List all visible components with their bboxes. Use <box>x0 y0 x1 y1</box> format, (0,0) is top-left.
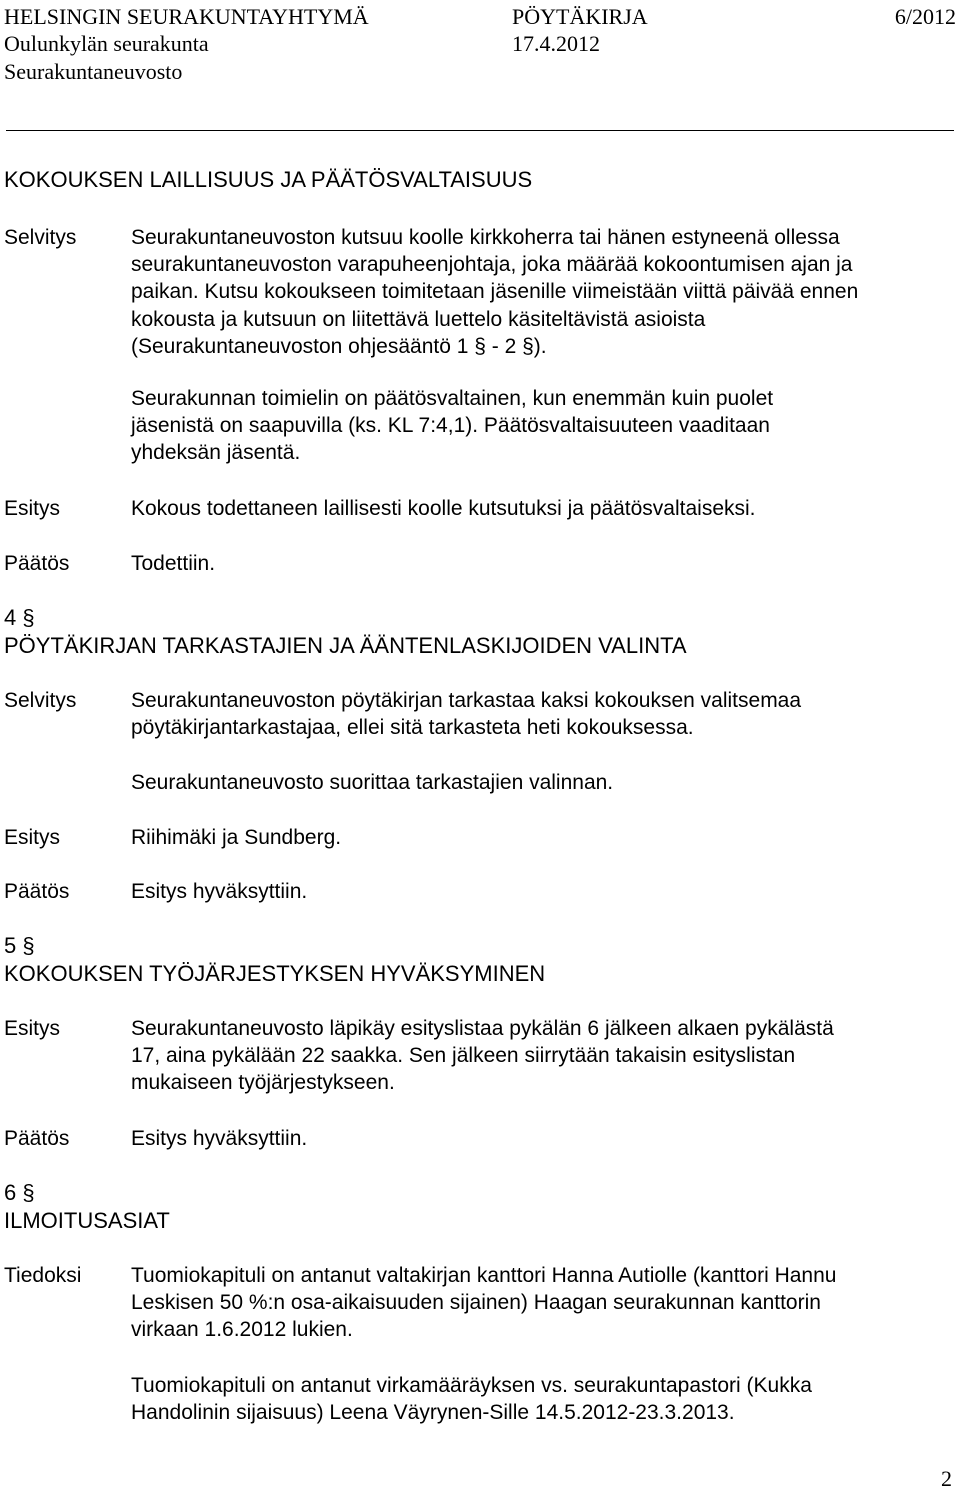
section-3-esitys-text: Kokous todettaneen laillisesti koolle kutsutuksi ja päätösvaltaiseksi. <box>131 497 756 520</box>
header-doc-number: 6/2012 <box>894 4 956 29</box>
section-4-esitys-label: Esitys <box>4 826 61 849</box>
section-4-selvitys-paragraph-1 <box>131 687 951 741</box>
text-line: virkaan 1.6.2012 lukien. <box>131 1318 353 1342</box>
text-line: Handolinin sijaisuus) Leena Väyrynen-Sille 14.5.2012-23.3.2013. <box>131 1401 735 1425</box>
section-5-paatos-text: Esitys hyväksyttiin. <box>131 1127 308 1150</box>
header-date: 17.4.2012 <box>512 31 600 56</box>
section-4-esitys-text: Riihimäki ja Sundberg. <box>131 826 342 849</box>
section-6-title: ILMOITUSASIAT <box>4 1208 170 1233</box>
section-4-number: 4 § <box>4 605 35 630</box>
text-line: Seurakuntaneuvoston pöytäkirjan tarkastaa kaksi kokouksen valitsemaa <box>131 689 802 712</box>
text-line: Seurakunnan toimielin on päätösvaltainen, kun enemmän kuin puolet <box>131 387 774 410</box>
section-4-paatos-label: Päätös <box>4 880 70 903</box>
section-3-selvitys-paragraph-2 <box>131 385 951 467</box>
section-4-selvitys-paragraph-2: Seurakuntaneuvosto suorittaa tarkastajien valinnan. <box>131 771 614 794</box>
section-6-tiedoksi-paragraph-2 <box>131 1372 951 1426</box>
section-3-esitys-label: Esitys <box>4 497 61 520</box>
section-3-paatos-text: Todettiin. <box>131 552 216 575</box>
header-doc-type: PÖYTÄKIRJA <box>512 4 648 29</box>
section-6-tiedoksi-paragraph-1 <box>131 1262 951 1344</box>
section-5-number: 5 § <box>4 933 35 958</box>
text-line: 17, aina pykälään 22 saakka. Sen jälkeen siirrytään takaisin esityslistan <box>131 1044 796 1068</box>
text-line: Tuomiokapituli on antanut valtakirjan kanttori Hanna Autiolle (kanttori Hannu <box>131 1264 837 1287</box>
section-5-paatos-label: Päätös <box>4 1127 70 1150</box>
text-line: jäsenistä on saapuvilla (ks. KL 7:4,1). Päätösvaltaisuuteen vaaditaan <box>131 414 770 438</box>
text-line: yhdeksän jäsentä. <box>131 441 301 465</box>
text-line: Tuomiokapituli on antanut virkamääräyksen vs. seurakuntapastori (Kukka <box>131 1374 812 1397</box>
header-parish: Oulunkylän seurakunta <box>4 31 209 56</box>
text-line: seurakuntaneuvoston varapuheenjohtaja, joka määrää kokoontumisen ajan ja <box>131 253 853 277</box>
section-4-title: PÖYTÄKIRJAN TARKASTAJIEN JA ÄÄNTENLASKIJOIDEN VALINTA <box>4 633 687 658</box>
section-3-selvitys-paragraph-1 <box>131 224 951 360</box>
section-5-esitys-text <box>131 1015 951 1097</box>
text-line: Seurakuntaneuvoston kutsuu koolle kirkkoherra tai hänen estyneenä ollessa <box>131 226 840 249</box>
section-5-esitys-label: Esitys <box>4 1017 61 1040</box>
text-line: pöytäkirjantarkastajaa, ellei sitä tarkasteta heti kokouksessa. <box>131 716 694 740</box>
section-5-title: KOKOUKSEN TYÖJÄRJESTYKSEN HYVÄKSYMINEN <box>4 961 546 986</box>
section-4-paatos-text: Esitys hyväksyttiin. <box>131 880 308 903</box>
text-line: Leskisen 50 %:n osa-aikaisuuden sijainen) Haagan seurakunnan kanttorin <box>131 1291 821 1315</box>
header-body: Seurakuntaneuvosto <box>4 59 183 84</box>
text-line: kokousta ja kutsuun on liitettävä luettelo käsiteltävistä asioista <box>131 307 706 331</box>
section-3-paatos-label: Päätös <box>4 552 70 575</box>
section-3-title: KOKOUKSEN LAILLISUUS JA PÄÄTÖSVALTAISUUS <box>4 167 533 192</box>
section-6-tiedoksi-label: Tiedoksi <box>4 1264 82 1287</box>
text-line: paikan. Kutsu kokoukseen toimitetaan jäsenille viimeistään viittä päivää ennen <box>131 280 859 304</box>
text-line: (Seurakuntaneuvoston ohjesääntö 1 § - 2 §). <box>131 334 547 358</box>
section-6-number: 6 § <box>4 1180 35 1205</box>
page-number: 2 <box>941 1466 952 1491</box>
text-line: Seurakuntaneuvosto läpikäy esityslistaa pykälän 6 jälkeen alkaen pykälästä <box>131 1017 834 1040</box>
header-rule <box>6 130 954 131</box>
header-org: HELSINGIN SEURAKUNTAYHTYMÄ <box>4 4 369 29</box>
section-3-selvitys-label: Selvitys <box>4 226 77 249</box>
section-4-selvitys-label: Selvitys <box>4 689 77 712</box>
text-line: mukaiseen työjärjestykseen. <box>131 1071 395 1095</box>
